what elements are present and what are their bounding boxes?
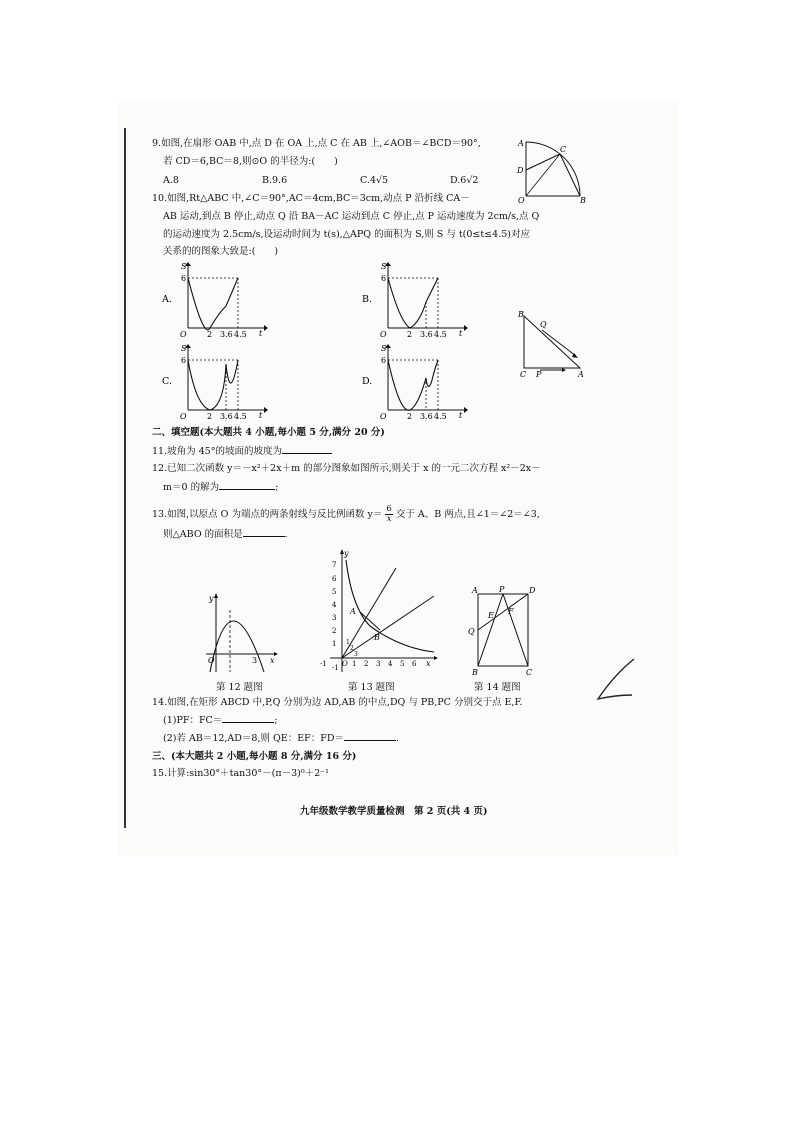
svg-text:O: O [180,330,187,339]
svg-text:O: O [180,412,187,421]
fig12-parabola [200,590,280,690]
svg-text:3: 3 [354,651,358,658]
section3-heading: 三、(本大题共 2 小题,每小题 8 分,满分 16 分) [152,751,357,762]
svg-text:S: S [181,344,187,353]
svg-text:1: 1 [352,660,357,668]
q9-fig-c: C [560,145,567,154]
svg-text:t: t [259,329,263,338]
svg-text:6: 6 [332,575,337,583]
fig13-hyperbola [310,548,440,678]
q10-graph-a [160,262,270,340]
svg-text:O: O [380,330,387,339]
fig13-caption: 第 13 题图 [348,682,395,693]
fig13-y-ticks [332,561,339,672]
svg-text:C: C [526,668,533,677]
svg-text:E: E [488,611,494,620]
svg-text:3: 3 [376,660,381,668]
q9-option-a: A.8 [163,175,179,186]
svg-text:2: 2 [332,627,337,635]
q10-graph-d [360,344,470,422]
svg-text:6: 6 [181,356,187,365]
q10-a-label: A. [162,294,172,305]
svg-text:2: 2 [207,412,213,421]
q13-fraction: $\frac{6}{x}$ [386,504,392,524]
q9-fig-a: A [518,139,524,148]
q9-option-d: D.6√2 [450,175,479,186]
fig14-caption: 第 14 题图 [474,682,521,693]
svg-text:2: 2 [350,645,354,652]
q10-line1: 10.如图,Rt△ABC 中,∠C＝90°,AC＝4cm,BC＝3cm,动点 P 沿折线 CA－ [152,193,470,204]
svg-text:4.5: 4.5 [434,330,447,339]
q13-blank[interactable] [243,536,285,537]
svg-text:3.6: 3.6 [420,330,433,339]
q11-blank[interactable] [282,453,332,454]
fig12-caption: 第 12 题图 [216,682,263,693]
q9-fig-d: D [517,166,524,175]
q9-option-b: B.9.6 [262,175,288,186]
svg-text:1: 1 [332,640,337,648]
svg-text:3.6: 3.6 [420,412,433,421]
svg-text:6: 6 [381,356,387,365]
svg-text:5: 5 [400,660,405,668]
svg-text:2: 2 [407,330,413,339]
svg-text:3.6: 3.6 [220,330,233,339]
q13-line2: 则△ABO 的面积是 . [163,529,288,540]
svg-text:7: 7 [332,561,337,569]
svg-text:Q: Q [468,627,475,636]
q10-tri-q: Q [540,320,547,329]
svg-text:3.6: 3.6 [220,412,233,421]
svg-text:4.5: 4.5 [234,412,247,421]
q10-d-label: D. [362,376,373,387]
q14-blank-1[interactable] [222,722,274,723]
q10-graph-b [360,262,470,340]
q15-text: 15.计算:sin30°＋tan30°－(π－3)⁰＋2⁻¹ [152,768,329,779]
q14-sub1: (1)PF：FC＝ ; [163,715,278,726]
q12-line1: 12.已知二次函数 y＝－x²＋2x＋m 的部分图象如图所示,则关于 x 的一元二次方程 x²－2x－ [152,463,541,474]
q9-sector-figure [512,136,592,206]
page-footer: 九年级数学教学质量检测 第 2 页(共 4 页) [300,806,488,817]
svg-text:y: y [344,549,349,558]
q9-line2: 若 CD＝6,BC＝8,则⊙O 的半径为:( ) [163,156,338,167]
svg-text:6: 6 [381,274,387,283]
svg-text:2: 2 [207,330,213,339]
q10-line2: AB 运动,到点 B 停止,动点 Q 沿 BA－AC 运动到点 C 停止,点 P 运动速度为 2cm/s,点 Q [163,211,540,222]
q12-line2: m＝0 的解为 ; [163,482,279,493]
svg-text:1: 1 [346,639,350,646]
svg-text:y: y [209,594,214,603]
q10-graph-c [160,344,270,422]
q14-line1: 14.如图,在矩形 ABCD 中,P,Q 分别为边 AD,AB 的中点,DQ 与 PB,PC 分别交于点 E,F. [152,697,523,708]
q9-fig-o: O [518,196,525,205]
q10-b-label: B. [362,294,373,305]
svg-text:6: 6 [412,660,417,668]
svg-text:S: S [381,262,387,271]
svg-text:D: D [529,586,536,595]
q10-c-label: C. [162,376,172,387]
svg-text:6: 6 [181,274,187,283]
svg-text:t: t [459,411,463,420]
svg-text:S: S [381,344,387,353]
svg-text:2: 2 [407,412,413,421]
q12-blank[interactable] [219,489,275,490]
svg-text:B: B [472,668,478,677]
svg-text:P: P [499,585,505,594]
svg-text:O: O [342,660,348,668]
svg-text:A: A [350,607,356,616]
svg-text:3: 3 [252,656,258,665]
q10-tri-a: A [578,370,584,379]
svg-text:-1: -1 [320,660,327,668]
binding-margin-line [124,128,126,828]
fig14-rectangle [468,584,538,680]
svg-text:F: F [508,607,514,616]
svg-text:t: t [259,411,263,420]
q10-tri-p: P [536,370,542,379]
section2-heading: 二、填空题(本大题共 4 小题,每小题 5 分,满分 20 分) [152,427,385,438]
svg-text:x: x [270,656,275,665]
svg-text:B: B [374,633,380,642]
svg-text:t: t [459,329,463,338]
svg-text:S: S [181,262,187,271]
svg-text:x: x [426,659,431,668]
svg-text:2: 2 [364,660,369,668]
svg-text:O: O [380,412,387,421]
q10-line4: 关系的的图象大致是:( ) [163,246,279,257]
q14-sub2: (2)若 AB＝12,AD＝8,则 QE：EF：FD＝ . [163,733,399,744]
q11-text: 11.坡角为 45°的坡面的坡度为 [152,446,332,458]
q10-tri-c: C [520,370,527,379]
q13-line1: 13.如图,以原点 O 为端点的两条射线与反比例函数 y＝ $\frac{6}{x}$ 交于 A、B 两点,且∠1＝∠2＝∠3, [152,504,540,524]
svg-text:O: O [208,656,215,665]
q9-fig-b: B [580,196,586,205]
svg-text:A: A [472,586,478,595]
svg-text:4: 4 [332,601,337,609]
svg-text:3: 3 [332,614,337,622]
q14-blank-2[interactable] [344,740,396,741]
svg-text:4.5: 4.5 [234,330,247,339]
q10-triangle-figure [512,308,592,380]
svg-text:-1: -1 [332,664,339,672]
svg-text:5: 5 [332,588,337,596]
q9-line1: 9.如图,在扇形 OAB 中,点 D 在 OA 上,点 C 在 AB 上,∠AOB＝∠BCD＝90°, [152,138,481,149]
svg-text:4.5: 4.5 [434,412,447,421]
svg-text:4: 4 [388,660,393,668]
pen-mark [590,655,640,705]
q9-option-c: C.4√5 [360,175,389,186]
q10-line3: 的运动速度为 2.5cm/s,设运动时间为 t(s),△APQ 的面积为 S,则 S 与 t(0≤t≤4.5)对应 [163,229,530,240]
q10-tri-b: B [518,310,524,319]
